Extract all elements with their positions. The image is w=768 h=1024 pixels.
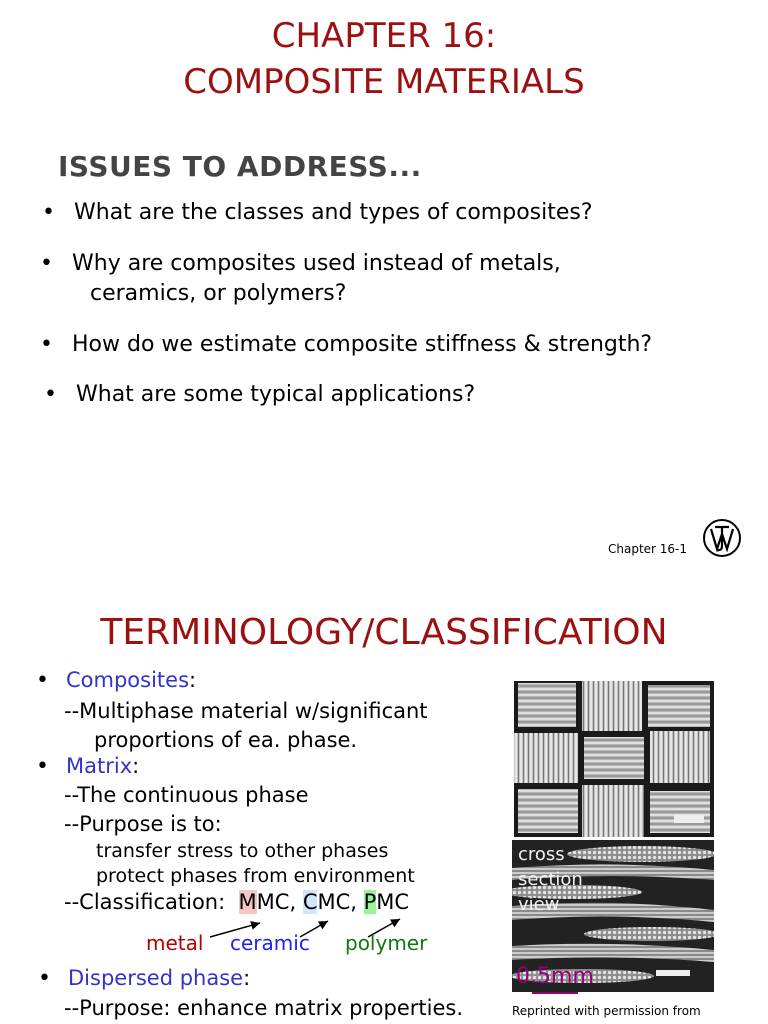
- dispersed-label: Dispersed phase: [68, 966, 244, 990]
- label-metal: metal: [146, 931, 204, 955]
- matrix-purpose-heading: --Purpose is to:: [64, 812, 222, 836]
- matrix-purpose-item: protect phases from environment: [96, 865, 415, 887]
- classification-prefix: --Classification:: [64, 890, 226, 914]
- matrix-term: [66, 754, 139, 778]
- matrix-label: Matrix: [66, 754, 133, 778]
- issue-item: Why are composites used instead of metals,: [72, 251, 561, 276]
- issue-item: What are some typical applications?: [76, 382, 476, 407]
- matrix-purpose-item: transfer stress to other phases: [96, 840, 389, 862]
- colon: :: [132, 754, 140, 778]
- colon: :: [243, 966, 251, 990]
- issue-item: What are the classes and types of composites?: [74, 200, 593, 225]
- bullet-symbol: •: [36, 754, 49, 779]
- woven-fiber-micrograph: [514, 681, 714, 837]
- cross-section-overlay: [518, 842, 583, 917]
- overlay-line: section: [518, 869, 583, 890]
- slide-footer: Chapter 16-1: [608, 542, 688, 556]
- chapter-subtitle: COMPOSITE MATERIALS: [183, 62, 585, 102]
- scale-bar: [532, 992, 578, 994]
- issue-item-continuation: ceramics, or polymers?: [90, 281, 347, 306]
- issues-heading: ISSUES TO ADDRESS...: [58, 150, 422, 183]
- mmc-rest: MC,: [256, 890, 303, 914]
- wiley-logo-icon: [702, 518, 742, 558]
- cmc-c-highlight: C: [302, 890, 318, 914]
- chapter-title: CHAPTER 16:: [271, 16, 497, 56]
- label-ceramic: ceramic: [230, 931, 310, 955]
- overlay-line: cross: [518, 844, 565, 865]
- bullet-symbol: •: [40, 332, 53, 357]
- composites-label: Composites: [66, 668, 190, 692]
- bullet-symbol: •: [40, 251, 53, 276]
- pmc-p-highlight: P: [363, 890, 377, 914]
- bullet-symbol: •: [36, 668, 49, 693]
- dispersed-term: [68, 966, 250, 990]
- issue-item: How do we estimate composite stiffness & strength?: [72, 332, 653, 357]
- bullet-symbol: •: [38, 966, 51, 991]
- pmc-rest: MC: [376, 890, 410, 914]
- matrix-desc: --The continuous phase: [64, 783, 309, 807]
- dispersed-desc: --Purpose: enhance matrix properties.: [64, 996, 464, 1020]
- label-polymer: polymer: [345, 931, 428, 955]
- cmc-rest: MC,: [317, 890, 364, 914]
- overlay-line: view: [518, 894, 560, 915]
- mmc-m-highlight: M: [238, 890, 257, 914]
- composites-term: [66, 668, 196, 692]
- reprint-caption: Reprinted with permission from: [512, 1004, 701, 1018]
- colon: :: [189, 668, 197, 692]
- terminology-title: TERMINOLOGY/CLASSIFICATION: [100, 612, 668, 653]
- composites-desc: --Multiphase material w/significant: [64, 699, 428, 723]
- bullet-symbol: •: [44, 382, 57, 407]
- scale-bar-label: 0.5mm: [516, 964, 594, 989]
- composites-desc-cont: proportions of ea. phase.: [94, 728, 358, 752]
- bullet-symbol: •: [42, 200, 55, 225]
